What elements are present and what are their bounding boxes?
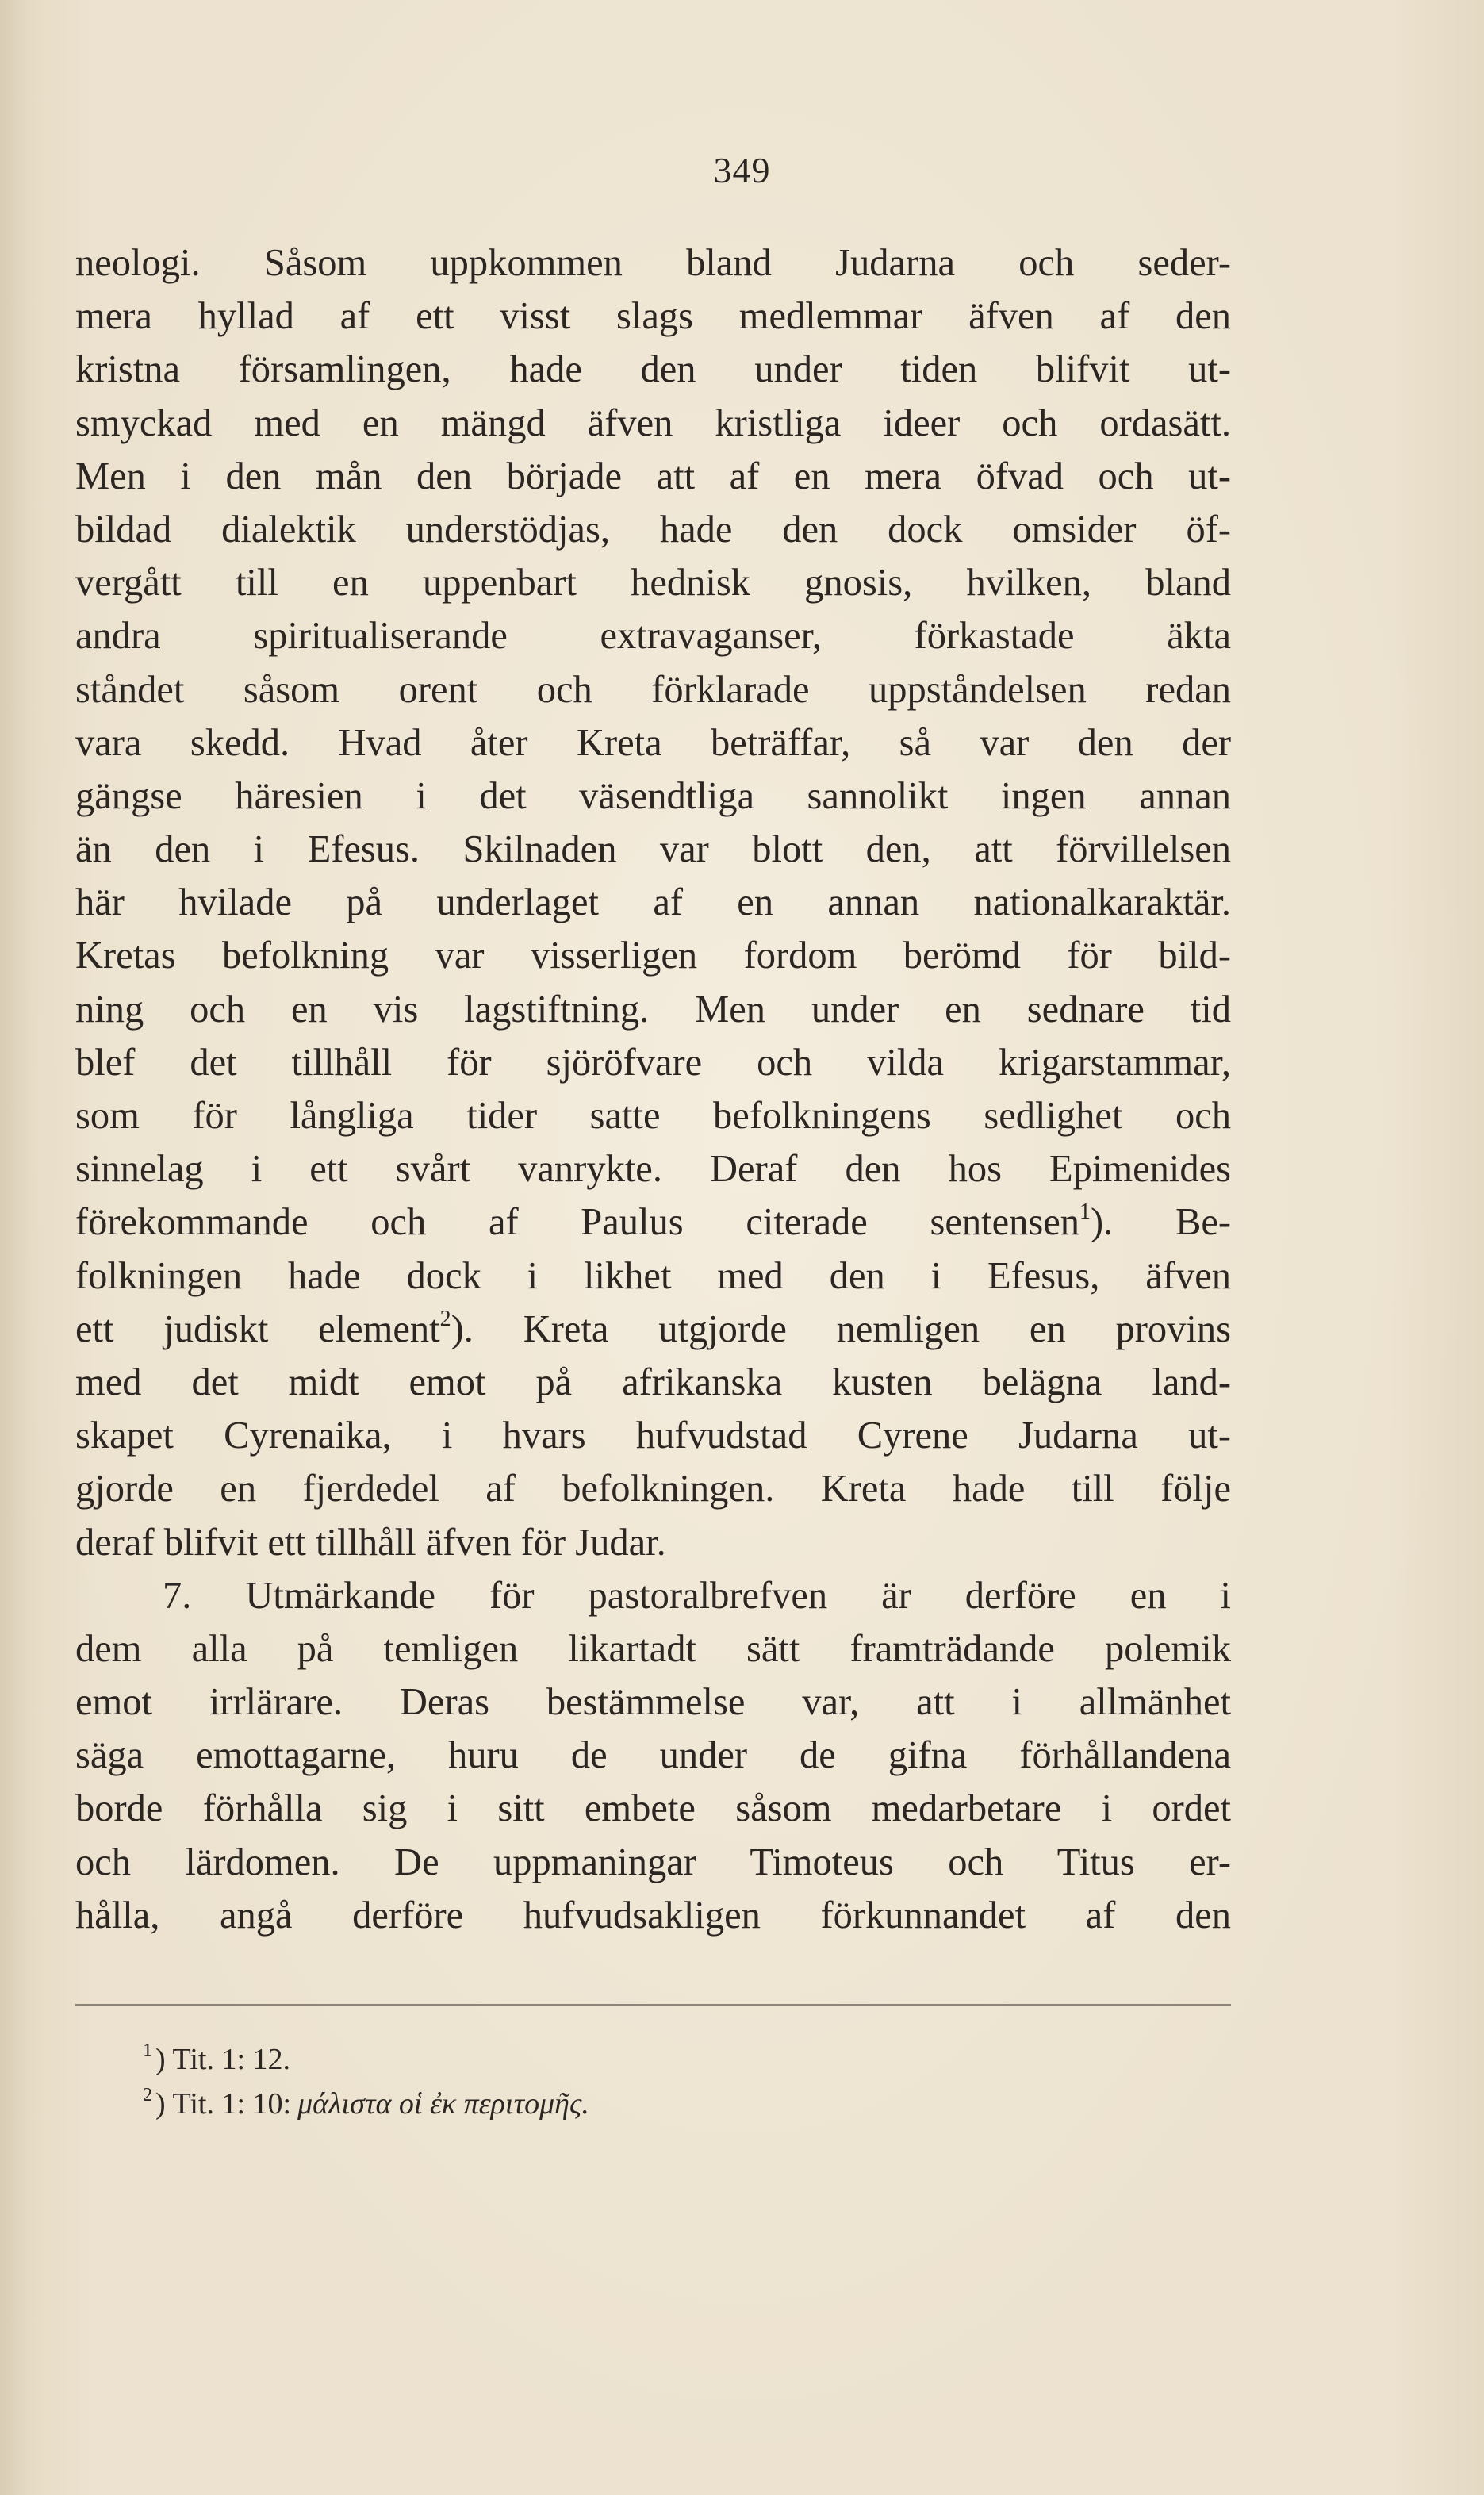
footnote-text: ) Tit. 1: 10: <box>155 2087 292 2121</box>
text-line <box>75 770 1231 823</box>
footnote-reference: 2 <box>439 1306 451 1331</box>
text-line-content: 7. Utmärkande för pastoralbrefven är derföre en i <box>163 1574 1231 1617</box>
text-line-content: vara skedd. Hvad åter Kreta beträffar, så var den der <box>75 721 1231 764</box>
text-line <box>75 1889 1231 1942</box>
text-line-content: deraf blifvit ett tillhåll äfven för Judar. <box>75 1521 666 1564</box>
footnote-mark: 2 <box>143 2085 152 2105</box>
text-line <box>75 876 1231 929</box>
text-line <box>75 1089 1231 1142</box>
text-line-content: säga emottagarne, huru de under de gifna förhållandena <box>75 1734 1231 1777</box>
text-line <box>75 1729 1231 1782</box>
text-line-content: gjorde en fjerdedel af befolkningen. Kreta hade till följe <box>75 1468 1231 1510</box>
text-line <box>75 929 1231 982</box>
text-line-content: dem alla på temligen likartadt sätt framträdande polemik <box>75 1627 1231 1670</box>
text-line-content: förekommande och af Paulus citerade sentensen <box>75 1201 1080 1244</box>
text-line <box>75 1622 1231 1675</box>
footnote-rule <box>75 2004 1231 2006</box>
text-line <box>75 1196 1231 1249</box>
text-line <box>75 1036 1231 1089</box>
text-line <box>75 1303 1231 1356</box>
text-line <box>75 609 1231 662</box>
footnote-greek-quote: μάλιστα οἱ ἐκ περιτομῆς. <box>297 2087 589 2121</box>
text-line <box>75 1836 1231 1889</box>
text-line-content: hålla, angå derföre hufvudsakligen förkunnandet af den <box>75 1894 1231 1937</box>
footnote-text: ) Tit. 1: 12. <box>155 2043 291 2076</box>
text-line <box>75 663 1231 716</box>
text-line-content: bildad dialektik understödjas, hade den dock omsider öf- <box>75 508 1231 551</box>
footnote-reference: 1 <box>1079 1200 1091 1225</box>
text-line <box>75 450 1231 503</box>
text-line-content: smyckad med en mängd äfven kristliga ideer och ordasätt. <box>75 401 1231 444</box>
text-line-content: Kretas befolkning var visserligen fordom berömd för bild- <box>75 935 1231 977</box>
text-line <box>75 983 1231 1036</box>
text-line-content: gängse häresien i det väsendtliga sannolikt ingen annan <box>75 774 1231 817</box>
footnote <box>143 2037 1174 2082</box>
text-line-content: blef det tillhåll för sjöröfvare och vilda krigarstammar, <box>75 1041 1231 1084</box>
text-line <box>75 290 1231 343</box>
text-line <box>75 1516 1231 1569</box>
text-line <box>75 1356 1231 1409</box>
text-line-content: borde förhålla sig i sitt embete såsom medarbetare i ordet <box>75 1787 1231 1830</box>
text-line-content: folkningen hade dock i likhet med den i Efesus, äfven <box>75 1254 1231 1297</box>
text-line-content: mera hyllad af ett visst slags medlemmar äfven af den <box>75 295 1231 338</box>
text-line <box>75 1409 1231 1462</box>
text-line-content: sinnelag i ett svårt vanrykte. Deraf den hos Epimenides <box>75 1148 1231 1191</box>
text-line-content: här hvilade på underlaget af en annan nationalkaraktär. <box>75 881 1231 924</box>
text-line-content: vergått till en uppenbart hednisk gnosis, hvilken, bland <box>75 562 1231 605</box>
text-line <box>75 1569 1231 1622</box>
text-line <box>75 236 1231 290</box>
text-line <box>75 823 1231 876</box>
text-line-content: med det midt emot på afrikanska kusten belägna land- <box>75 1361 1231 1403</box>
text-line-content: ning och en vis lagstiftning. Men under en sednare tid <box>75 988 1231 1031</box>
text-line <box>75 1142 1231 1196</box>
footnotes <box>143 2037 1174 2126</box>
text-line-content: ett judiskt element <box>75 1307 440 1350</box>
text-line-content: som för långliga tider satte befolkningens sedlighet och <box>75 1095 1231 1137</box>
body-text <box>75 236 1231 1942</box>
text-line-content: emot irrlärare. Deras bestämmelse var, att i allmänhet <box>75 1681 1231 1724</box>
text-line-content: än den i Efesus. Skilnaden var blott den, att förvillelsen <box>75 828 1231 871</box>
text-line-content: kristna församlingen, hade den under tiden blifvit ut- <box>75 348 1231 391</box>
text-line <box>75 1782 1231 1835</box>
text-line <box>75 1675 1231 1729</box>
text-line-content: skapet Cyrenaika, i hvars hufvudstad Cyrene Judarna ut- <box>75 1414 1231 1457</box>
text-line <box>75 503 1231 556</box>
footnote <box>143 2082 1174 2126</box>
text-line-content: och lärdomen. De uppmaningar Timoteus och Titus er- <box>75 1841 1231 1883</box>
text-line-content: neologi. Såsom uppkommen bland Judarna och seder- <box>75 242 1231 284</box>
page-number: 349 <box>713 150 771 190</box>
text-line-content: Men i den mån den började att af en mera öfvad och ut- <box>75 455 1231 497</box>
text-line-content: ståndet såsom orent och förklarade uppståndelsen redan <box>75 668 1231 711</box>
text-line-continuation: ). Be- <box>1091 1201 1231 1244</box>
text-line <box>75 343 1231 396</box>
text-line-content: andra spiritualiserande extravaganser, förkastade äkta <box>75 615 1231 658</box>
text-line <box>75 397 1231 450</box>
text-line <box>75 1462 1231 1515</box>
text-line <box>75 1249 1231 1303</box>
footnote-mark: 1 <box>143 2040 152 2061</box>
text-line <box>75 556 1231 609</box>
text-line-continuation: ). Kreta utgjorde nemligen en provins <box>451 1307 1231 1350</box>
text-line <box>75 716 1231 770</box>
